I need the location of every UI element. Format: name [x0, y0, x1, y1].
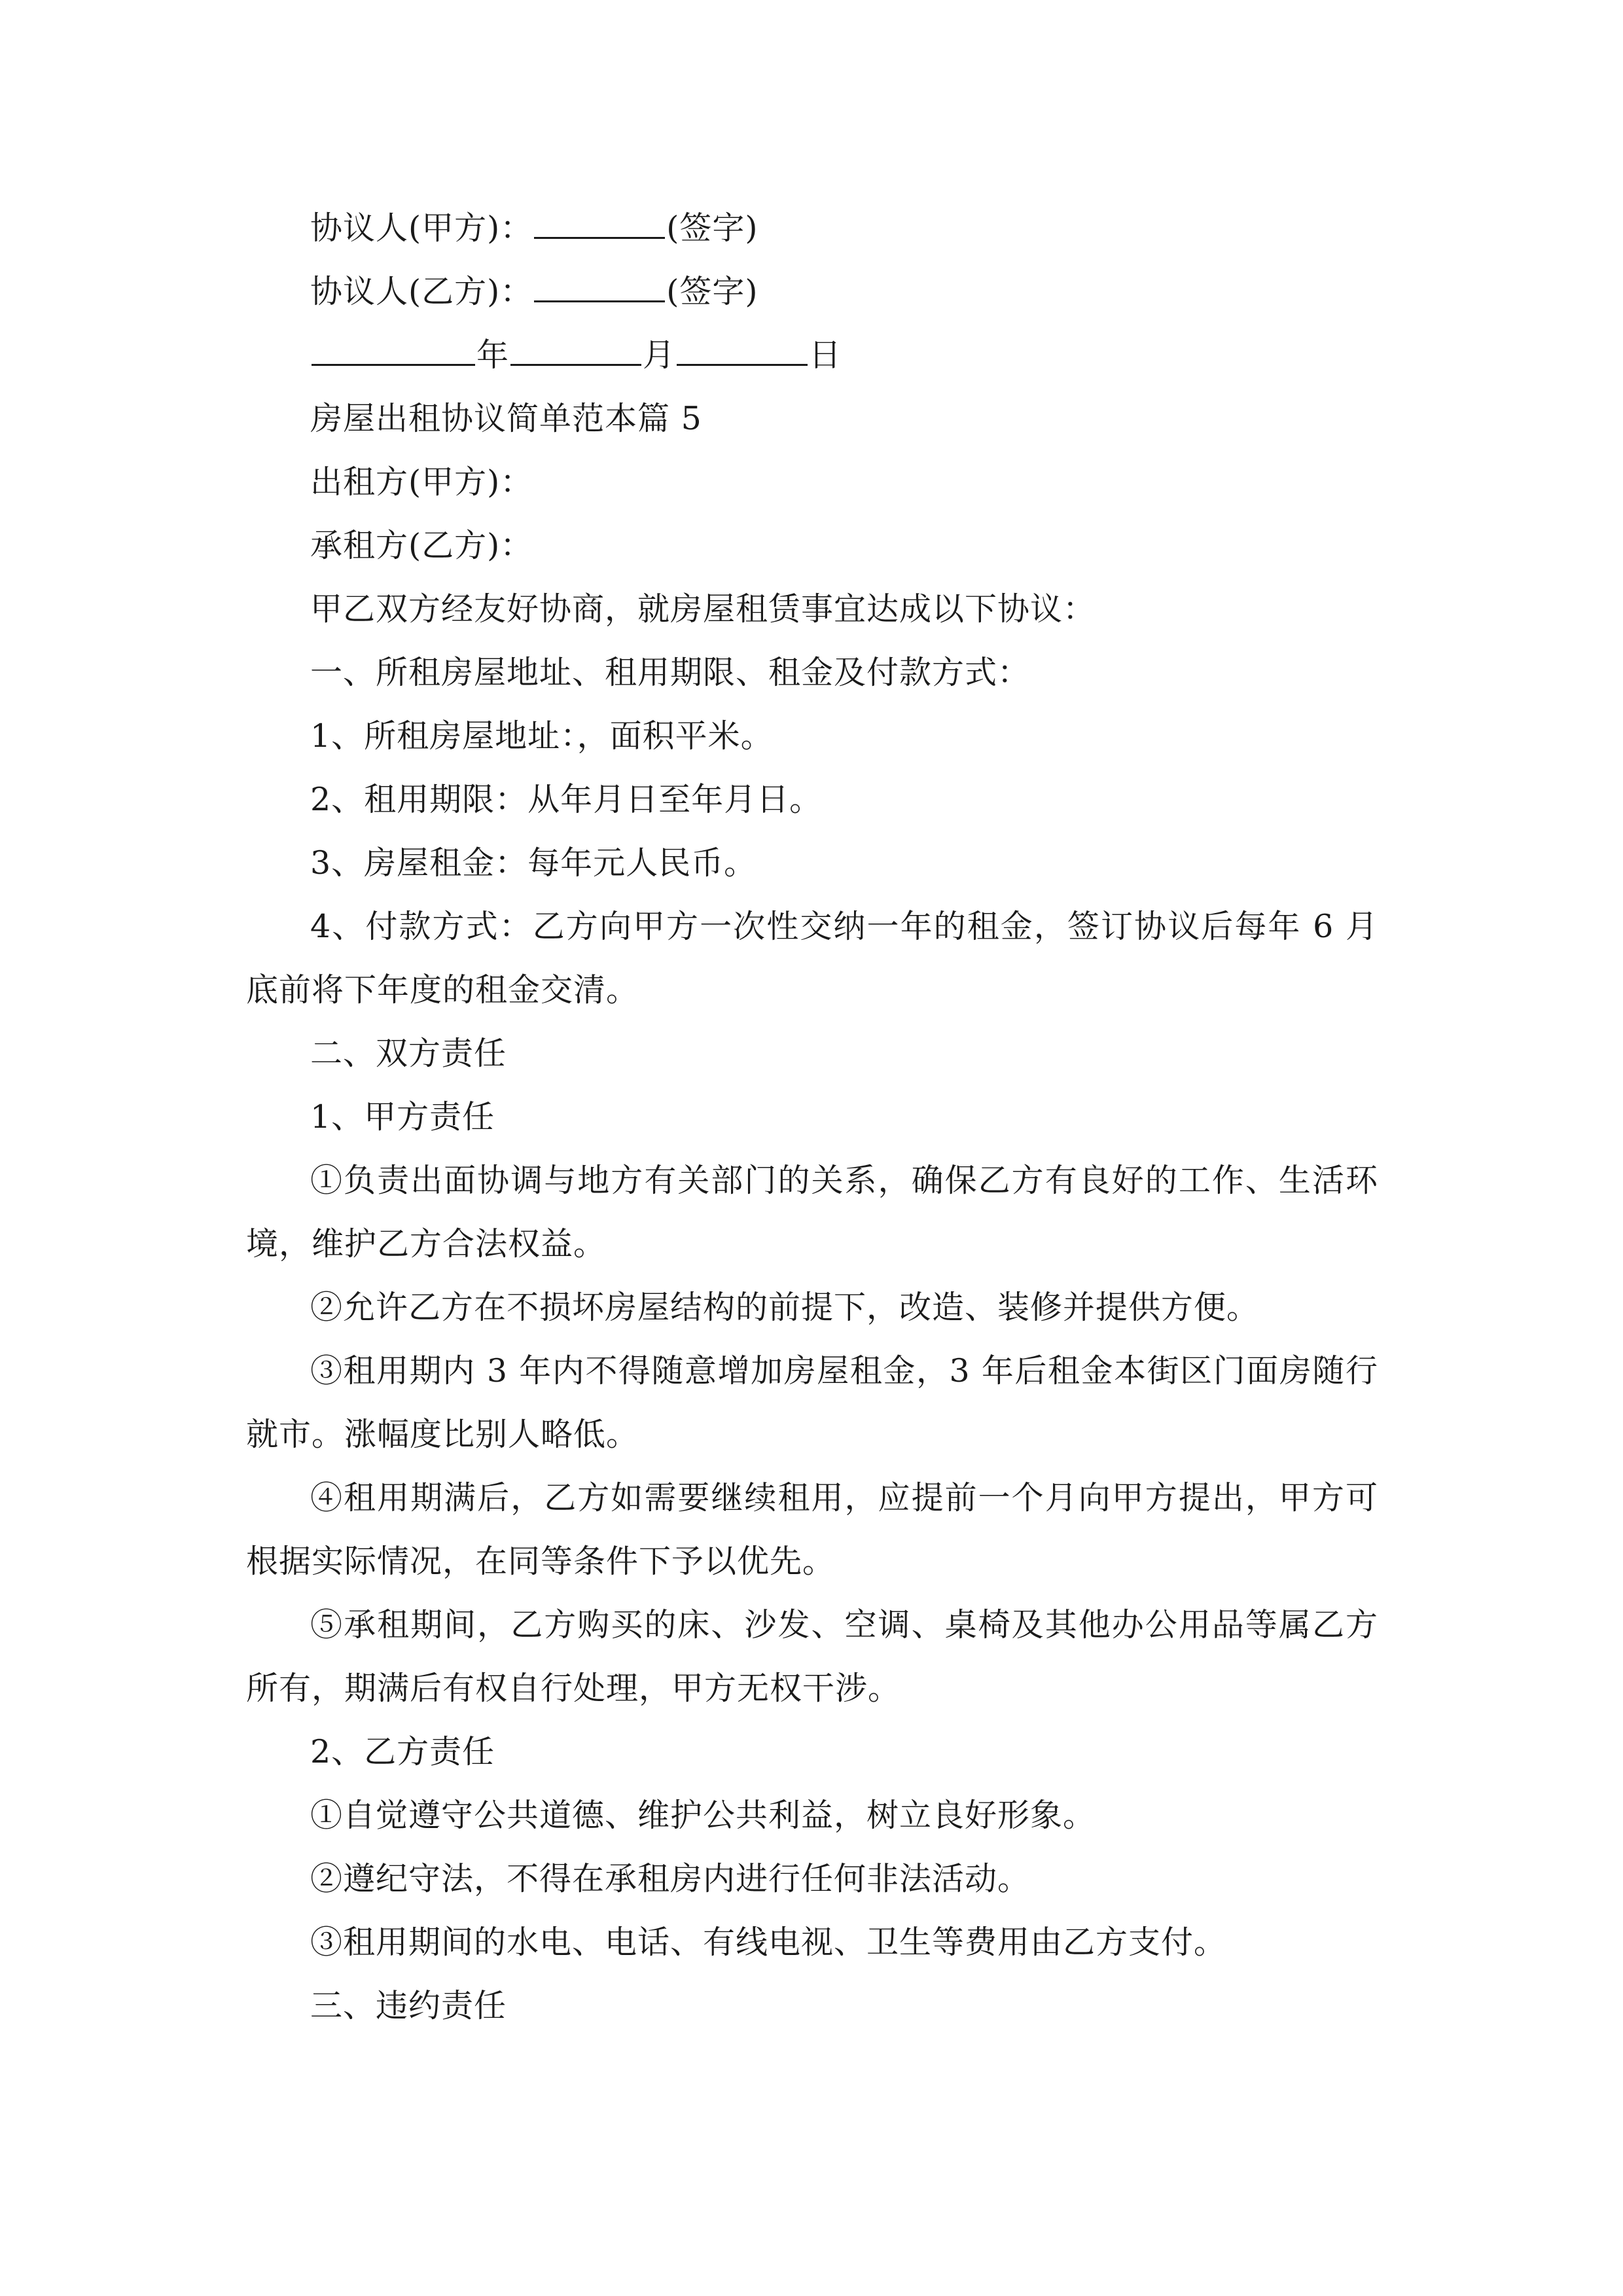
- clause2-heading: 二、双方责任: [310, 1035, 507, 1072]
- signature-party-b: [246, 260, 1378, 323]
- lessee-line: 承租方(乙方)：: [310, 527, 533, 564]
- document-body: [246, 196, 1378, 2037]
- clause1-item2: 2、租用期限：从年月日至年月日。: [310, 781, 823, 818]
- date-day-label: 日: [809, 336, 842, 374]
- date-blank-month: [510, 325, 641, 366]
- party-b-duty: ①自觉遵守公共道德、维护公共利益，树立良好形象。: [310, 1797, 1096, 1834]
- signature-date: [246, 323, 1378, 387]
- date-year-label: 年: [476, 336, 510, 374]
- section-title: 房屋出租协议简单范本篇 5: [310, 400, 702, 437]
- clause1-item3: 3、房屋租金：每年元人民币。: [310, 844, 757, 882]
- party-b-duty: ③租用期间的水电、电话、有线电视、卫生等费用由乙方支付。: [310, 1924, 1227, 1961]
- party-a-duty: ⑤承租期间，乙方购买的床、沙发、空调、桌椅及其他办公用品等属乙方所有，期满后有权自行处理，甲方无权干涉。: [246, 1606, 1378, 1707]
- clause1-heading: 一、所租房屋地址、租用期限、租金及付款方式：: [310, 654, 1031, 691]
- date-blank-year: [312, 325, 475, 366]
- party-b-duties-heading: 2、乙方责任: [310, 1733, 495, 1770]
- agreement-intro: 甲乙双方经友好协商，就房屋租赁事宜达成以下协议：: [310, 590, 1096, 628]
- party-b-duty: ②遵纪守法，不得在承租房内进行任何非法活动。: [310, 1860, 1031, 1897]
- date-blank-day: [677, 325, 808, 366]
- clause3-heading: 三、违约责任: [310, 1987, 507, 2024]
- party-a-duty: ④租用期满后，乙方如需要继续租用，应提前一个月向甲方提出，甲方可根据实际情况，在同等条件下予以优先。: [246, 1479, 1378, 1580]
- signature-blank-b: [534, 261, 665, 302]
- clause1-item1: 1、所租房屋地址：，面积平米。: [310, 717, 774, 755]
- lessor-line: 出租方(甲方)：: [310, 463, 533, 501]
- party-a-duty: ③租用期内 3 年内不得随意增加房屋租金，3 年后租金本街区门面房随行就市。涨幅度比别人略低。: [246, 1352, 1378, 1453]
- signature-blank-a: [534, 198, 665, 239]
- party-a-duty: ②允许乙方在不损坏房屋结构的前提下，改造、装修并提供方便。: [310, 1289, 1260, 1326]
- party-a-duty: ①负责出面协调与地方有关部门的关系，确保乙方有良好的工作、生活环境，维护乙方合法权益。: [246, 1162, 1378, 1263]
- signature-party-a-label: 协议人(甲方)：: [310, 209, 533, 247]
- date-month-label: 月: [643, 336, 676, 374]
- signature-party-b-suffix: (签字): [666, 273, 758, 310]
- clause1-item4: 4、付款方式：乙方向甲方一次性交纳一年的租金，签订协议后每年 6 月底前将下年度的租金交清。: [246, 908, 1378, 1009]
- signature-party-a-suffix: (签字): [666, 209, 758, 247]
- signature-party-a: [246, 196, 1378, 260]
- party-a-duties-heading: 1、甲方责任: [310, 1098, 495, 1136]
- signature-party-b-label: 协议人(乙方)：: [310, 273, 533, 310]
